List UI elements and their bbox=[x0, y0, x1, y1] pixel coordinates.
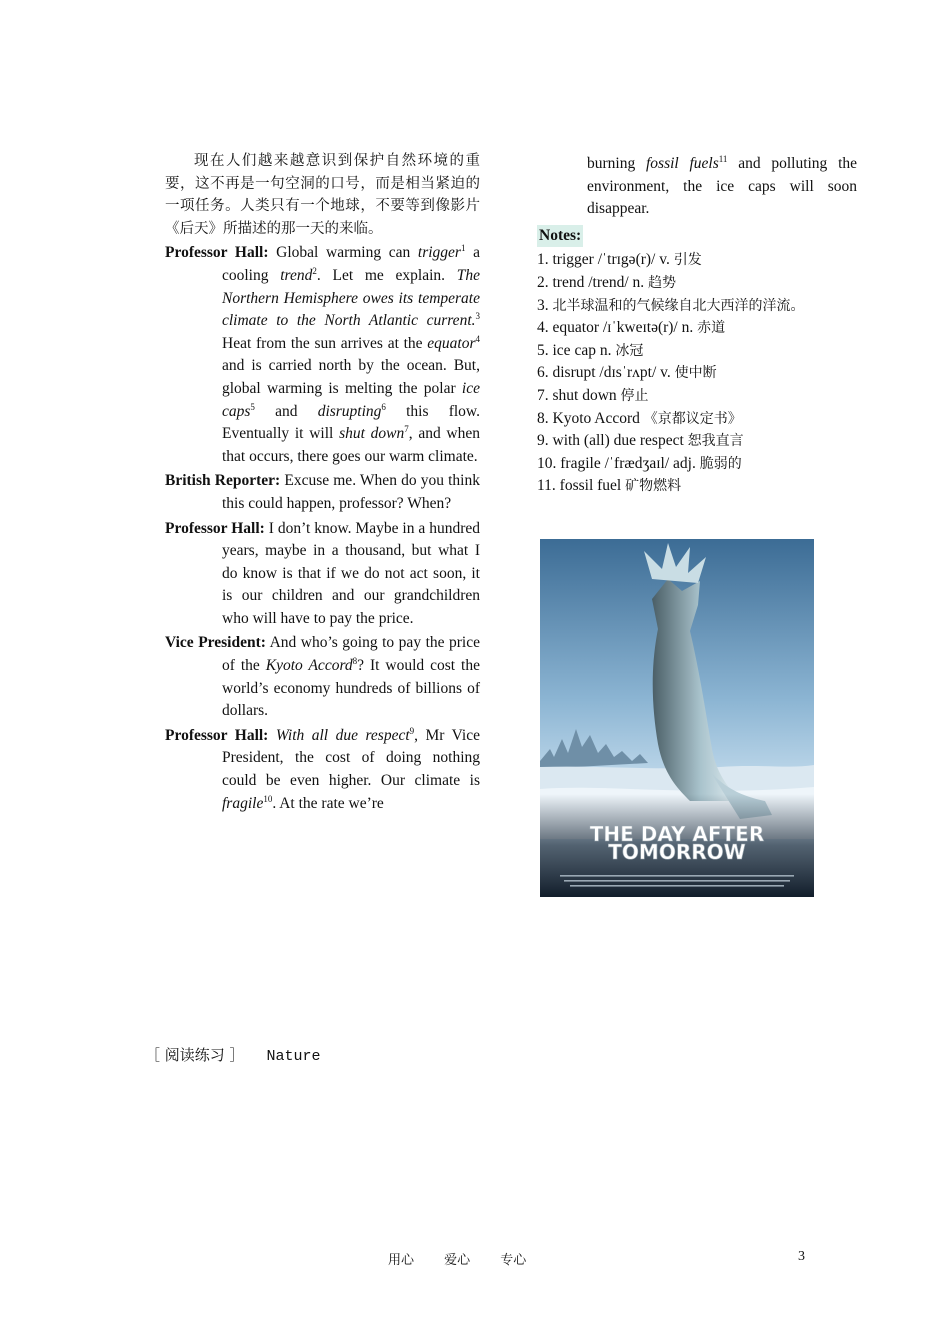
note-term: 4. equator /ɪˈkweɪtə(r)/ n. bbox=[537, 319, 698, 337]
notes-label: Notes: bbox=[537, 225, 583, 248]
speaker-name: Vice President: bbox=[165, 634, 266, 652]
note-translation: 趋势 bbox=[648, 274, 677, 291]
dialogue-text: Heat from the sun arrives at the bbox=[222, 334, 428, 352]
dialogue-turn bbox=[165, 470, 480, 515]
glossed-term: ice caps bbox=[222, 379, 480, 420]
dialogue-text: . At the rate we’re bbox=[272, 794, 384, 812]
glossed-term: Kyoto Accord bbox=[265, 657, 353, 675]
note-translation: 脆弱的 bbox=[699, 455, 742, 472]
dialogue-text: and polluting the environment, the ice caps will soon disappear. bbox=[587, 155, 858, 218]
footnote-marker: 4 bbox=[475, 333, 480, 344]
footnote-marker: 7 bbox=[404, 423, 409, 434]
right-column bbox=[537, 153, 857, 498]
speaker-name: Professor Hall: bbox=[165, 726, 269, 744]
dialogue-turn bbox=[165, 725, 480, 815]
poster-title-line-1: THE DAY AFTER bbox=[589, 822, 765, 846]
poster-title-line-2: TOMORROW bbox=[608, 840, 746, 864]
dialogue-text: burning bbox=[587, 155, 646, 172]
dialogue-text: I don’t know. Maybe in a hundred years, maybe in a thousand, but what I do know is that if we do not act soon, it is our children and our grandchildren who will have to pay the price. bbox=[222, 519, 480, 627]
footnote-marker: 3 bbox=[475, 311, 480, 321]
note-translation: 《京都议定书》 bbox=[643, 410, 742, 427]
note-item bbox=[537, 317, 857, 340]
chinese-introduction: 现在人们越来越意识到保护自然环境的重要，这不再是一句空洞的口号，而是相当紧迫的一项任务。人类只有一个地球，不要等到像影片《后天》所描述的那一天的来临。 bbox=[165, 153, 480, 237]
dialogue-text: and bbox=[254, 402, 318, 420]
glossed-term: fossil fuels bbox=[645, 155, 719, 172]
footnote-marker: 1 bbox=[460, 243, 466, 254]
reading-exercise-topic: Nature bbox=[266, 1048, 321, 1065]
note-term: 5. ice cap n. bbox=[537, 341, 616, 359]
note-term: 3. bbox=[537, 296, 553, 314]
dialogue-turn bbox=[165, 632, 480, 722]
reading-exercise-heading bbox=[145, 1044, 321, 1065]
movie-poster bbox=[540, 539, 814, 897]
note-term: 8. Kyoto Accord bbox=[537, 409, 644, 427]
dialogue-text: , and when that occurs, there goes our warm climate. bbox=[222, 425, 480, 465]
reading-exercise-label: ［ 阅读练习 ］ bbox=[145, 1046, 245, 1064]
dialogue-text: , Mr Vice President, the cost of doing nothing could be even higher. Our climate is bbox=[222, 726, 480, 790]
note-item bbox=[537, 295, 857, 318]
dialogue-text: Excuse me. When do you think this could happen, professor? When? bbox=[222, 472, 480, 512]
glossed-term: equator bbox=[427, 334, 476, 352]
glossed-term: trigger bbox=[417, 244, 461, 262]
page-number: 3 bbox=[798, 1249, 805, 1264]
note-translation: 冰冠 bbox=[615, 342, 644, 359]
speaker-name: Professor Hall: bbox=[165, 519, 265, 537]
note-term: 1. trigger /ˈtrɪgə(r)/ v. bbox=[537, 251, 674, 269]
glossed-term: disrupting bbox=[317, 402, 382, 420]
footnote-marker: 2 bbox=[312, 265, 317, 276]
dialogue-text: a cooling bbox=[222, 244, 480, 284]
speaker-name: Professor Hall: bbox=[165, 244, 269, 262]
glossed-term: The Northern Hemisphere owes its temperate climate to the North Atlantic current. bbox=[222, 266, 480, 330]
movie-poster-image bbox=[540, 539, 814, 897]
note-item bbox=[537, 475, 857, 498]
footnote-marker: 11 bbox=[718, 153, 728, 164]
note-item bbox=[537, 272, 857, 295]
note-translation: 赤道 bbox=[697, 320, 726, 337]
footnote-marker: 6 bbox=[381, 401, 386, 412]
dialogue-text: ? It would cost the world’s economy hundreds of billions of dollars. bbox=[222, 657, 480, 720]
footnote-marker: 9 bbox=[409, 725, 415, 736]
note-term: 7. shut down bbox=[537, 386, 621, 404]
note-item bbox=[537, 408, 857, 431]
note-translation: 北半球温和的气候缘自北大西洋的洋流。 bbox=[552, 297, 805, 314]
note-item bbox=[537, 362, 857, 385]
dialogue-text: . Let me explain. bbox=[316, 266, 457, 284]
note-term: 6. disrupt /dɪsˈrʌpt/ v. bbox=[537, 364, 675, 382]
glossed-term: trend bbox=[280, 266, 313, 284]
page-footer: 用心 爱心 专心 bbox=[388, 1253, 527, 1268]
note-item bbox=[537, 249, 857, 272]
note-translation: 使中断 bbox=[674, 365, 717, 382]
footnote-marker: 8 bbox=[352, 655, 358, 666]
note-translation: 引发 bbox=[673, 252, 702, 269]
dialogue-text: And who’s going to pay the price of the bbox=[222, 634, 480, 675]
dialogue-turn bbox=[165, 242, 480, 468]
footnote-marker: 10 bbox=[263, 793, 273, 804]
note-term: 2. trend /trend/ n. bbox=[537, 273, 649, 291]
dialogue-text: and is carried north by the ocean. But, global warming is melting the polar bbox=[222, 357, 480, 397]
dialogue-text bbox=[268, 727, 276, 744]
dialogue-text: Global warming can bbox=[268, 244, 418, 262]
note-translation: 矿物燃料 bbox=[625, 478, 682, 495]
left-column bbox=[165, 150, 480, 817]
note-term: 11. fossil fuel bbox=[537, 477, 626, 495]
speaker-name: British Reporter: bbox=[165, 472, 281, 490]
glossed-term: shut down bbox=[339, 425, 405, 443]
note-term: 10. fragile /ˈfrædʒaɪl/ adj. bbox=[537, 454, 700, 472]
note-item bbox=[537, 340, 857, 363]
dialogue-text: this flow. Eventually it will bbox=[222, 402, 480, 443]
glossed-term: With all due respect bbox=[275, 726, 410, 744]
footnote-marker: 5 bbox=[250, 401, 255, 412]
dialogue bbox=[165, 242, 480, 815]
dialogue-turn bbox=[165, 518, 480, 631]
note-term: 9. with (all) due respect bbox=[537, 432, 688, 450]
dialogue-continuation bbox=[537, 153, 857, 221]
glossed-term: fragile bbox=[222, 794, 264, 812]
note-item bbox=[537, 430, 857, 453]
notes-list bbox=[537, 249, 857, 498]
note-item bbox=[537, 385, 857, 408]
note-item bbox=[537, 453, 857, 476]
note-translation: 恕我直言 bbox=[687, 433, 744, 450]
note-translation: 停止 bbox=[620, 387, 649, 404]
